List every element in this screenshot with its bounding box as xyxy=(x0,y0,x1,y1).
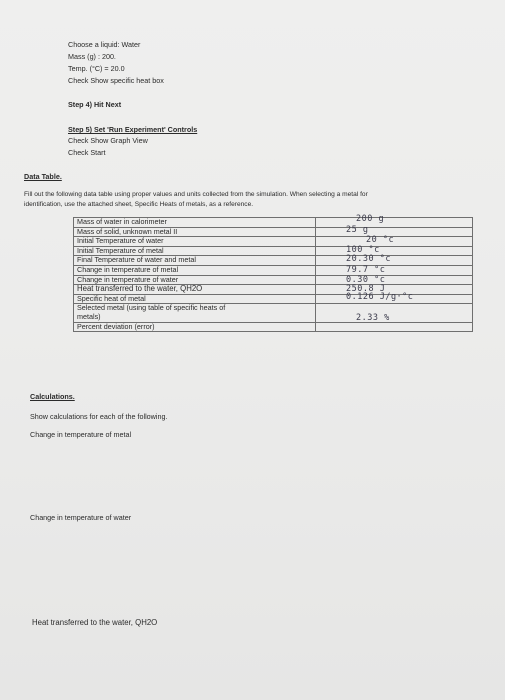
table-row xyxy=(74,322,473,332)
handwritten-value: 2.33 % xyxy=(356,312,390,323)
data-table-intro-line1: Fill out the following data table using proper values and units collected from the simulation. When selecting a metal for xyxy=(24,191,368,198)
row-value xyxy=(316,214,473,228)
check-graph-text: Check Show Graph View xyxy=(68,136,148,145)
row-label xyxy=(74,304,316,322)
calc-question-water: Change in temperature of water xyxy=(30,513,132,522)
row-label: Change in temperature of metal xyxy=(74,265,316,275)
row-value xyxy=(316,246,473,256)
check-start-text: Check Start xyxy=(68,148,106,157)
row-label: Specific heat of metal xyxy=(74,294,316,304)
row-value xyxy=(316,291,473,304)
calc-question-metal: Change in temperature of metal xyxy=(30,430,132,439)
handwritten-value: 0.30 °c xyxy=(346,274,386,285)
row-value xyxy=(316,304,473,322)
handwritten-value: 25 g xyxy=(346,224,369,235)
row-label-line1: Selected metal (using table of specific heats of xyxy=(77,303,226,313)
row-label: Percent deviation (error) xyxy=(74,322,316,332)
data-table xyxy=(73,214,473,332)
row-label: Change in temperature of water xyxy=(74,275,316,285)
row-label: Mass of solid, unknown metal II xyxy=(74,227,316,237)
handwritten-value: 0.126 J/g·°c xyxy=(346,291,414,302)
row-value xyxy=(316,312,473,332)
calc-question-heat: Heat transferred to the water, QH2O xyxy=(32,618,158,627)
row-label: Heat transferred to the water, QH2O xyxy=(74,285,316,295)
handwritten-value: 20.30 °c xyxy=(346,254,391,265)
handwritten-value: 20 °c xyxy=(366,235,395,246)
check-specific-heat-text: Check Show specific heat box xyxy=(68,76,164,85)
temp-text: Temp. (°C) = 20.0 xyxy=(68,64,125,73)
calculations-intro: Show calculations for each of the following. xyxy=(30,412,168,421)
table-row xyxy=(74,237,473,247)
table-row xyxy=(74,265,473,275)
step4-text: Step 4) Hit Next xyxy=(68,100,122,109)
row-label: Initial Temperature of water xyxy=(74,237,316,247)
handwritten-value: 79.7 °c xyxy=(346,264,386,275)
mass-text: Mass (g) : 200. xyxy=(68,52,116,61)
table-row xyxy=(74,304,473,322)
row-value xyxy=(316,265,473,275)
choose-liquid-text: Choose a liquid: Water xyxy=(68,40,141,49)
row-label: Initial Temperature of metal xyxy=(74,246,316,256)
step5-title: Step 5) Set 'Run Experiment' Controls xyxy=(68,125,198,134)
row-label: Mass of water in calorimeter xyxy=(74,218,316,228)
row-label-line2: metals) xyxy=(77,311,101,321)
handwritten-value: 200 g xyxy=(356,214,385,224)
row-value xyxy=(316,237,473,247)
handwritten-value: 100 °c xyxy=(346,244,380,255)
table-row xyxy=(74,218,473,228)
row-value xyxy=(316,256,473,266)
handwritten-value: 250.8 J xyxy=(346,284,386,295)
row-label: Final Temperature of water and metal xyxy=(74,256,316,266)
calculations-heading: Calculations. xyxy=(30,392,75,401)
data-table-heading: Data Table. xyxy=(24,172,62,181)
row-value xyxy=(316,275,473,285)
data-table-intro-line2: identification, use the attached sheet, Specific Heats of metals, as a reference. xyxy=(24,201,254,208)
